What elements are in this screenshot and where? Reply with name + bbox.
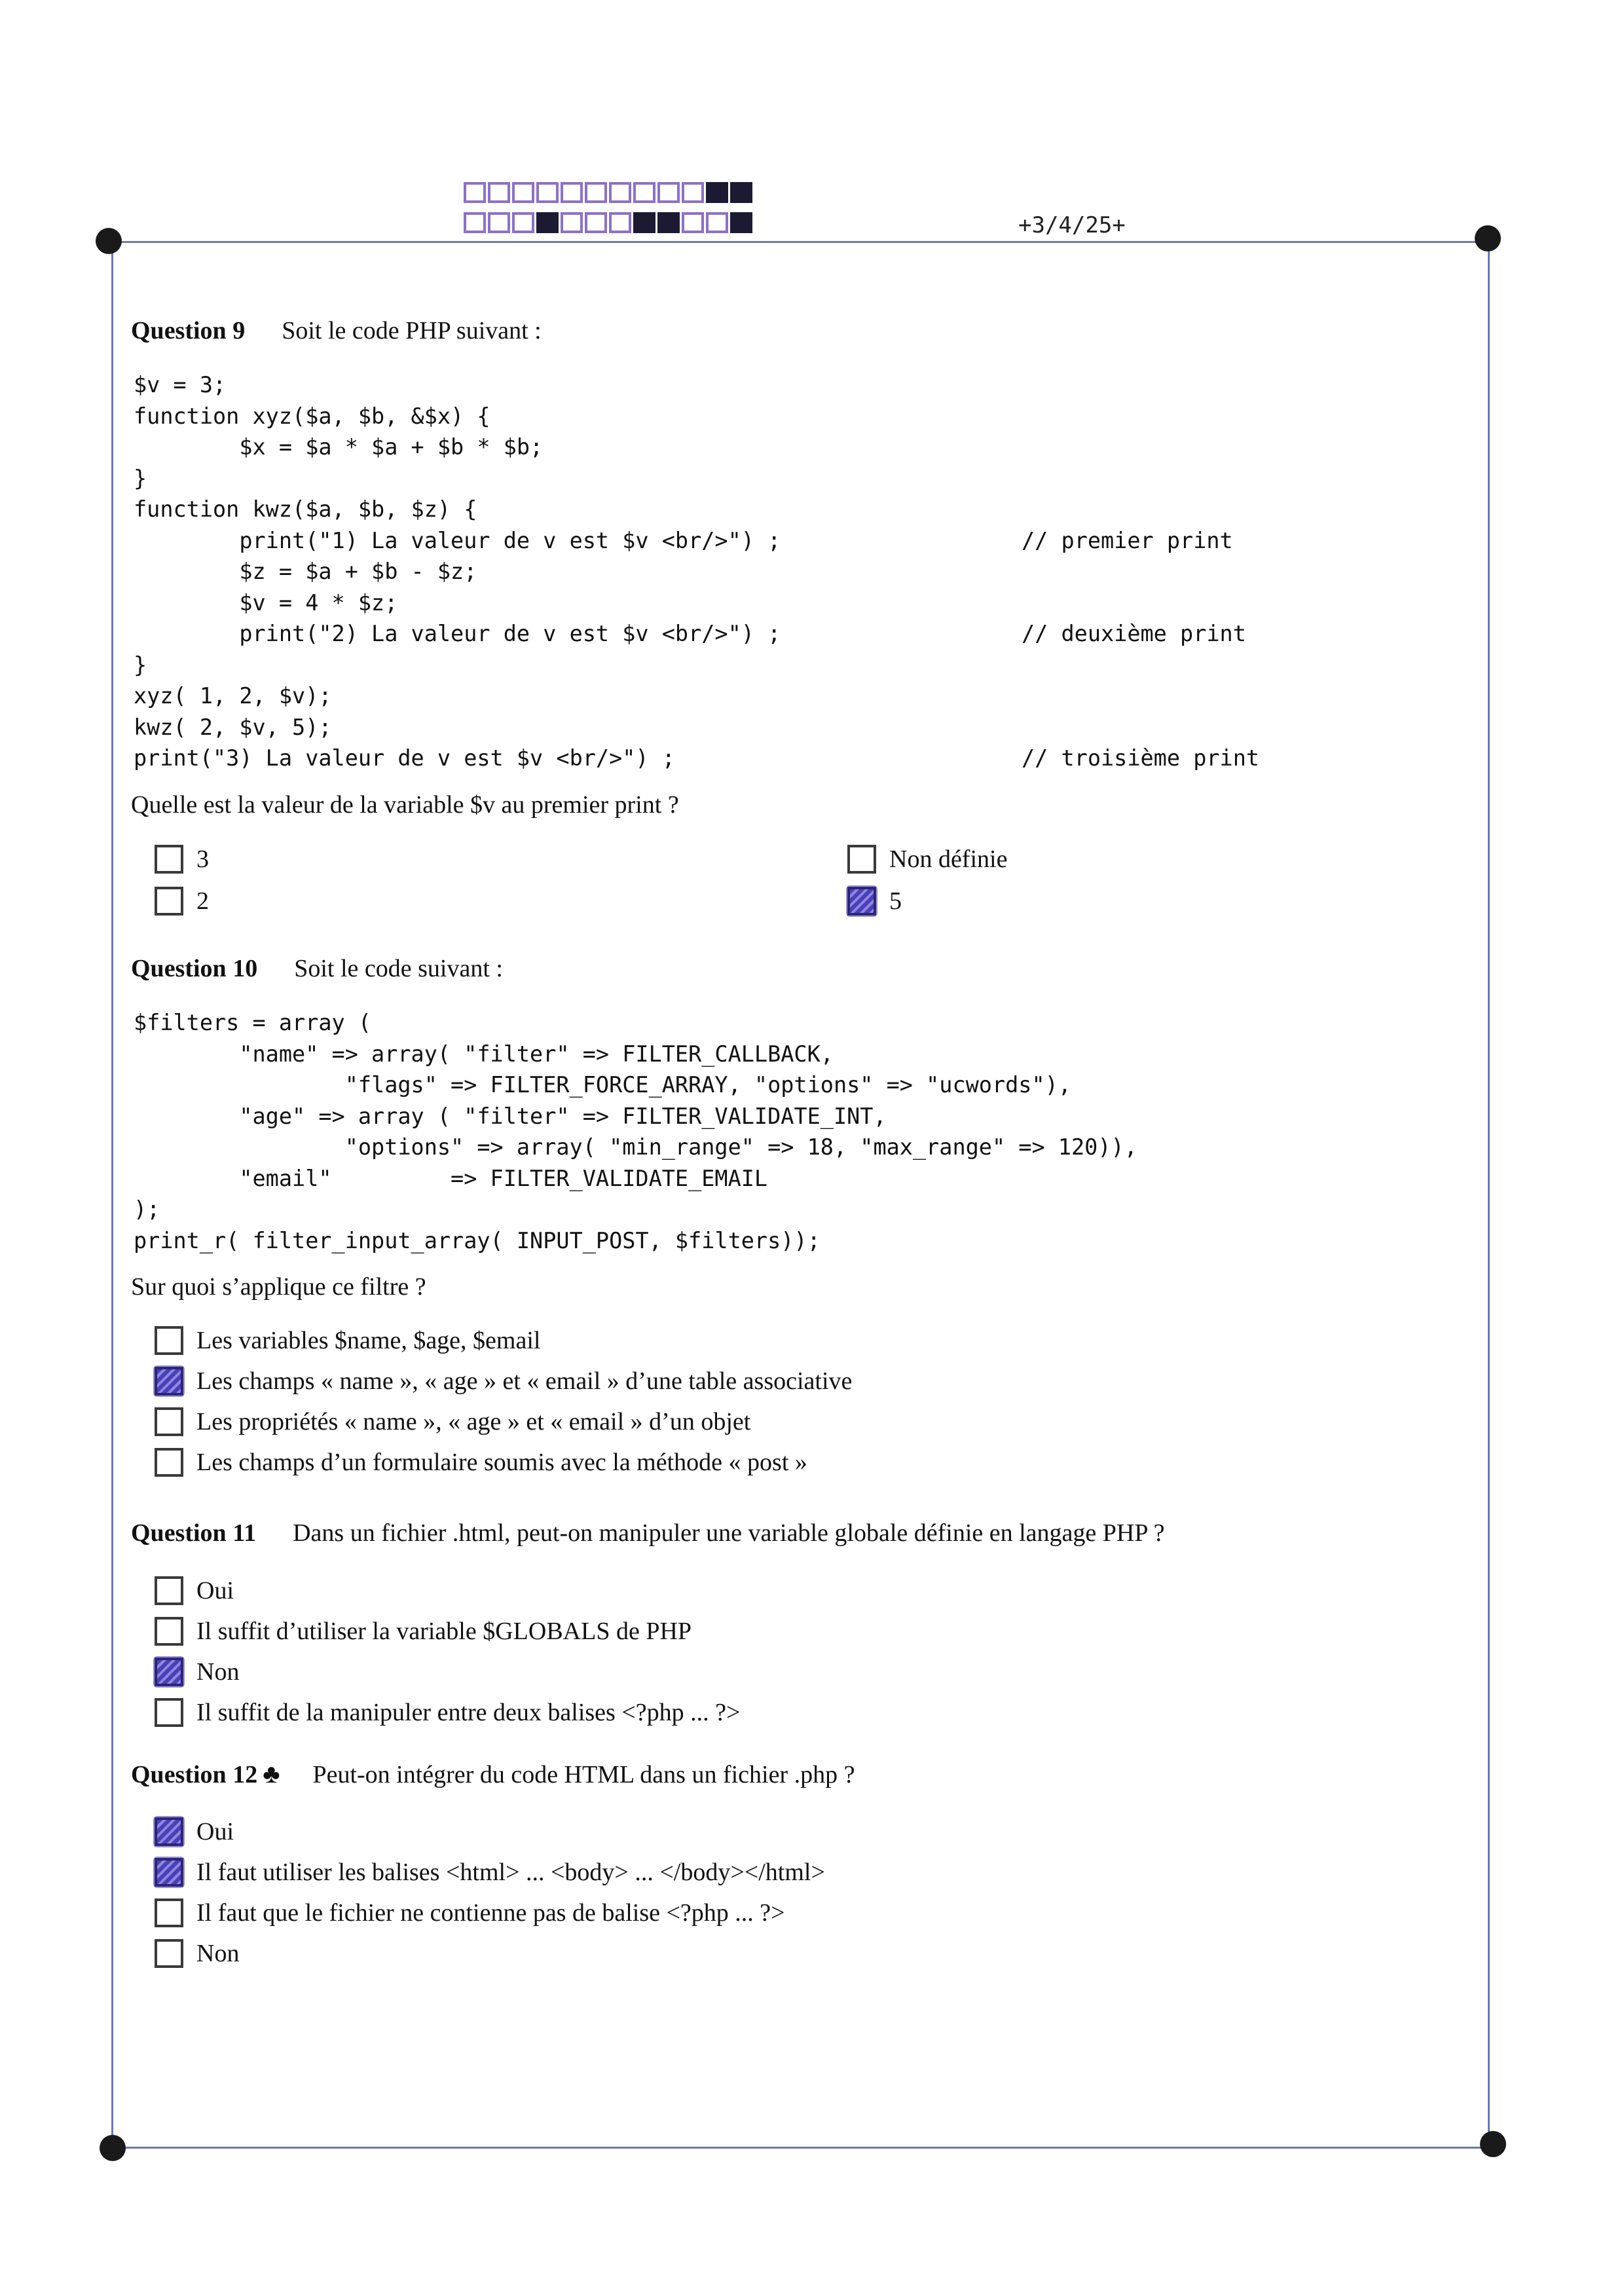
checkbox-checked[interactable] <box>847 887 876 916</box>
checkbox[interactable] <box>155 1617 183 1646</box>
answer-option-label: Il faut que le fichier ne contienne pas de balise <?php ... ?> <box>196 1899 785 1927</box>
answer-option[interactable] <box>131 1442 1480 1483</box>
question-header <box>131 316 1480 346</box>
answer-option-label: Non définie <box>889 845 1008 873</box>
question-header <box>131 1759 1480 1789</box>
answer-option-label: 5 <box>889 887 902 915</box>
code-line <box>134 650 1480 681</box>
question-prompt: Sur quoi s’applique ce filtre ? <box>131 1273 426 1301</box>
id-cell <box>561 182 583 203</box>
code-line <box>134 556 1480 587</box>
checkbox[interactable] <box>155 845 183 874</box>
code-text: "name" => array( "filter" => FILTER_CALLBACK, <box>134 1041 834 1067</box>
code-line <box>134 525 1480 557</box>
checkbox[interactable] <box>155 887 183 916</box>
code-text: ); <box>134 1196 160 1222</box>
checkbox[interactable] <box>155 1576 183 1605</box>
answer-option[interactable] <box>131 1611 1480 1652</box>
answer-option[interactable] <box>131 1933 1480 1974</box>
checkbox-checked[interactable] <box>155 1657 183 1686</box>
code-text: $filters = array ( <box>134 1010 372 1035</box>
code-comment: // premier print <box>1022 527 1233 553</box>
answer-option[interactable] <box>131 880 209 922</box>
id-cell <box>488 182 510 203</box>
answer-option-label: Les champs d’un formulaire soumis avec la méthode « post » <box>196 1449 807 1476</box>
code-comment: // deuxième print <box>1022 621 1246 646</box>
answer-option-label: Les variables $name, $age, $email <box>196 1327 541 1354</box>
id-cell <box>706 212 728 233</box>
question-label <box>131 1759 280 1790</box>
id-cell <box>561 212 583 233</box>
answer-option[interactable] <box>131 1570 1480 1611</box>
code-line <box>134 369 1480 401</box>
answer-option[interactable] <box>131 1652 1480 1692</box>
code-text: kwz( 2, $v, 5); <box>134 714 332 740</box>
code-text: "age" => array ( "filter" => FILTER_VALIDATE_INT, <box>134 1103 887 1129</box>
answer-option-label: Les propriétés « name », « age » et « email » d’un objet <box>196 1408 751 1435</box>
answer-option-label: Non <box>196 1940 240 1967</box>
question-header <box>131 1518 1480 1548</box>
answer-option[interactable] <box>131 1852 1480 1893</box>
question-label-text: Question 12 <box>131 1761 258 1788</box>
frame-bottom-line <box>114 2147 1494 2149</box>
question-label: Question 10 <box>131 955 258 982</box>
id-cell <box>512 212 534 233</box>
code-text: $v = 3; <box>134 372 227 398</box>
frame-right-line <box>1488 241 1490 2148</box>
code-line <box>134 618 1480 650</box>
answer-choices <box>131 1570 1480 1733</box>
code-line <box>134 712 1480 743</box>
code-line <box>134 587 1480 619</box>
answer-option[interactable] <box>131 1893 1480 1933</box>
answer-option[interactable] <box>131 1692 1480 1733</box>
answer-option-label: Il faut utiliser les balises <html> ... <body> ... </body></html> <box>196 1859 825 1886</box>
code-text: "email" => FILTER_VALIDATE_EMAIL <box>134 1165 768 1191</box>
checkbox-checked[interactable] <box>155 1817 183 1846</box>
checkbox[interactable] <box>155 1407 183 1436</box>
question-11 <box>131 1518 1480 1733</box>
question-10 <box>131 954 1480 1483</box>
question-intro: Dans un fichier .html, peut-on manipuler une variable globale définie en langage PHP ? <box>293 1519 1165 1547</box>
id-cell <box>633 212 655 233</box>
clubs-icon: ♣ <box>263 1759 280 1788</box>
question-9 <box>131 316 1480 927</box>
id-cell <box>585 182 607 203</box>
answer-option[interactable] <box>131 1361 1480 1401</box>
answer-option-label: 2 <box>196 887 209 915</box>
frame-left-line <box>111 242 113 2148</box>
answer-option[interactable] <box>131 1401 1480 1442</box>
corner-mark-top-left <box>96 228 122 254</box>
code-text: $x = $a * $a + $b * $b; <box>134 434 544 460</box>
question-intro: Peut-on intégrer du code HTML dans un fichier .php ? <box>312 1761 855 1788</box>
id-cell <box>682 212 704 233</box>
id-cell <box>633 182 655 203</box>
code-text: print("2) La valeur de v est $v <br/>") ; <box>134 621 781 646</box>
corner-mark-top-right <box>1475 225 1501 251</box>
answer-choices <box>131 838 1480 927</box>
answer-option-label: 3 <box>196 845 209 873</box>
code-line <box>134 1132 1480 1163</box>
id-cell <box>682 182 704 203</box>
code-line <box>134 1069 1480 1101</box>
answer-option[interactable] <box>824 880 1007 922</box>
answer-option[interactable] <box>824 838 1007 880</box>
code-text: } <box>134 652 147 678</box>
answer-option[interactable] <box>131 1811 1480 1852</box>
code-block <box>134 1007 1480 1256</box>
id-cell <box>488 212 510 233</box>
code-text: "flags" => FILTER_FORCE_ARRAY, "options" => "ucwords"), <box>134 1072 1071 1098</box>
checkbox-checked[interactable] <box>155 1367 183 1396</box>
id-cell <box>609 182 631 203</box>
code-text: } <box>134 465 147 491</box>
id-cell <box>730 212 752 233</box>
page-identifier: +3/4/25+ <box>1018 212 1126 238</box>
code-line <box>134 743 1480 774</box>
question-intro: Soit le code suivant : <box>294 955 503 982</box>
question-prompt: Quelle est la valeur de la variable $v au premier print ? <box>131 790 679 819</box>
checkbox-checked[interactable] <box>155 1858 183 1887</box>
code-text: print("1) La valeur de v est $v <br/>") ; <box>134 527 781 553</box>
checkbox[interactable] <box>155 1898 183 1927</box>
choices-right-column <box>824 838 1007 922</box>
code-block <box>134 369 1480 774</box>
code-text: $v = 4 * $z; <box>134 589 398 616</box>
answer-option-label: Il suffit de la manipuler entre deux balises <?php ... ?> <box>196 1699 741 1726</box>
code-line <box>134 1039 1480 1070</box>
answer-option-label: Il suffit d’utiliser la variable $GLOBALS de PHP <box>196 1618 692 1645</box>
code-text: xyz( 1, 2, $v); <box>134 683 332 709</box>
id-code-row-1 <box>464 182 754 203</box>
code-line <box>134 494 1480 525</box>
corner-mark-bottom-right <box>1480 2131 1506 2157</box>
code-text: print_r( filter_input_array( INPUT_POST, $filters)); <box>134 1227 821 1253</box>
code-line <box>134 1225 1480 1257</box>
code-line <box>134 680 1480 712</box>
question-header <box>131 954 1480 984</box>
id-cell <box>585 212 607 233</box>
answer-choices <box>131 1320 1480 1483</box>
checkbox[interactable] <box>155 1448 183 1477</box>
code-line <box>134 1163 1480 1194</box>
question-12 <box>131 1759 1480 1974</box>
code-text: "options" => array( "min_range" => 18, "max_range" => 120)), <box>134 1134 1137 1160</box>
checkbox[interactable] <box>847 845 876 874</box>
id-cell <box>609 212 631 233</box>
checkbox[interactable] <box>155 1939 183 1968</box>
id-cell <box>512 182 534 203</box>
choices-left-column <box>131 838 209 922</box>
answer-option-label: Oui <box>196 1818 234 1845</box>
code-line <box>134 401 1480 432</box>
checkbox[interactable] <box>155 1698 183 1727</box>
id-cell <box>657 182 680 203</box>
id-cell <box>464 182 486 203</box>
code-text: function kwz($a, $b, $z) { <box>134 496 477 522</box>
id-cell <box>657 212 680 233</box>
code-line <box>134 432 1480 463</box>
answer-option-label: Non <box>196 1658 240 1686</box>
id-cell <box>536 182 559 203</box>
answer-option[interactable] <box>131 1320 1480 1361</box>
id-cell <box>464 212 486 233</box>
id-code-row-2 <box>464 212 754 233</box>
checkbox[interactable] <box>155 1326 183 1355</box>
code-line <box>134 1194 1480 1225</box>
answer-option-label: Oui <box>196 1577 234 1604</box>
question-label: Question 9 <box>131 317 246 344</box>
id-cell <box>730 182 752 203</box>
code-comment: // troisième print <box>1022 745 1260 771</box>
code-line <box>134 1007 1480 1039</box>
answer-choices <box>131 1811 1480 1974</box>
question-label: Question 11 <box>131 1519 257 1547</box>
corner-mark-bottom-left <box>100 2135 126 2161</box>
code-line <box>134 1101 1480 1132</box>
frame-top-line <box>109 241 1489 243</box>
code-text: print("3) La valeur de v est $v <br/>") ; <box>134 745 675 771</box>
id-cell <box>536 212 559 233</box>
answer-option[interactable] <box>131 838 209 880</box>
question-intro: Soit le code PHP suivant : <box>282 317 542 344</box>
answer-option-label: Les champs « name », « age » et « email » d’une table associative <box>196 1367 853 1395</box>
code-text: function xyz($a, $b, &$x) { <box>134 403 490 429</box>
code-line <box>134 463 1480 494</box>
code-text: $z = $a + $b - $z; <box>134 559 477 584</box>
id-cell <box>706 182 728 203</box>
